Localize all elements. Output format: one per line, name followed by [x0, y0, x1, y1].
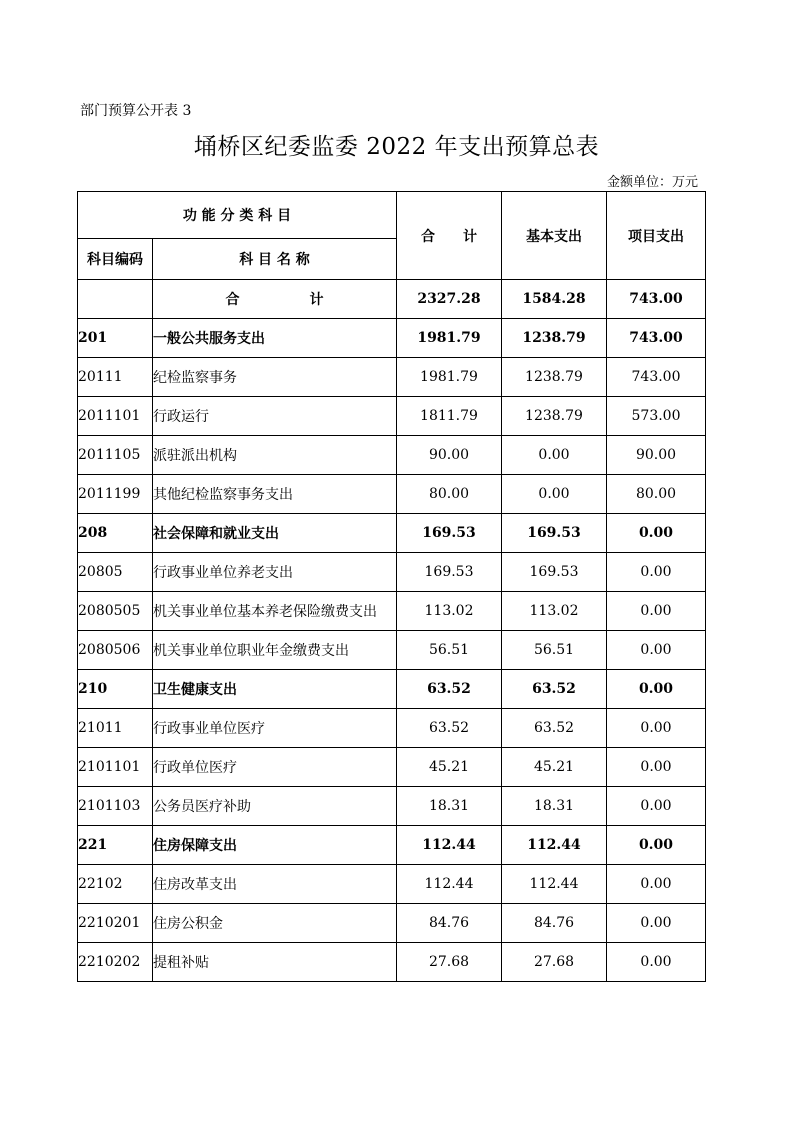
table-row [78, 475, 706, 514]
total-cell: 169.53 [397, 514, 502, 553]
total-cell: 45.21 [397, 748, 502, 787]
code-cell: 22102 [78, 865, 153, 904]
basic-cell: 1238.79 [502, 397, 607, 436]
table-row [78, 631, 706, 670]
budget-table [77, 191, 706, 982]
total-basic: 1584.28 [502, 280, 607, 319]
table-row [78, 826, 706, 865]
total-cell: 1981.79 [397, 319, 502, 358]
table-row [78, 670, 706, 709]
table-row [78, 865, 706, 904]
header-name: 科 目 名 称 [153, 239, 397, 280]
table-body [78, 280, 706, 982]
table-row [78, 514, 706, 553]
document-label: 部门预算公开表 3 [80, 103, 192, 119]
name-cell: 公务员医疗补助 [153, 787, 397, 826]
project-cell: 80.00 [607, 475, 706, 514]
table-row [78, 358, 706, 397]
name-cell: 卫生健康支出 [153, 670, 397, 709]
code-cell: 20805 [78, 553, 153, 592]
name-cell: 行政事业单位医疗 [153, 709, 397, 748]
name-cell: 住房改革支出 [153, 865, 397, 904]
basic-cell: 84.76 [502, 904, 607, 943]
code-cell: 2011199 [78, 475, 153, 514]
total-cell: 1981.79 [397, 358, 502, 397]
name-cell: 派驻派出机构 [153, 436, 397, 475]
total-amount: 2327.28 [397, 280, 502, 319]
header-total: 合 计 [397, 192, 502, 280]
code-cell: 210 [78, 670, 153, 709]
total-cell: 56.51 [397, 631, 502, 670]
header-function-class: 功 能 分 类 科 目 [78, 192, 397, 239]
table-row [78, 436, 706, 475]
basic-cell: 63.52 [502, 709, 607, 748]
code-cell: 2080506 [78, 631, 153, 670]
total-code-cell [78, 280, 153, 319]
basic-cell: 112.44 [502, 865, 607, 904]
name-cell: 行政事业单位养老支出 [153, 553, 397, 592]
total-cell: 80.00 [397, 475, 502, 514]
header-code: 科目编码 [78, 239, 153, 280]
basic-cell: 18.31 [502, 787, 607, 826]
table-row [78, 748, 706, 787]
code-cell: 21011 [78, 709, 153, 748]
name-cell: 行政单位医疗 [153, 748, 397, 787]
basic-cell: 27.68 [502, 943, 607, 982]
name-cell: 其他纪检监察事务支出 [153, 475, 397, 514]
code-cell: 2101103 [78, 787, 153, 826]
project-cell: 0.00 [607, 553, 706, 592]
project-cell: 0.00 [607, 787, 706, 826]
total-cell: 63.52 [397, 670, 502, 709]
code-cell: 2080505 [78, 592, 153, 631]
total-cell: 18.31 [397, 787, 502, 826]
project-cell: 0.00 [607, 904, 706, 943]
name-cell: 提租补贴 [153, 943, 397, 982]
table-row [78, 787, 706, 826]
table-row [78, 319, 706, 358]
name-cell: 一般公共服务支出 [153, 319, 397, 358]
total-label: 合 计 [153, 280, 397, 319]
code-cell: 2101101 [78, 748, 153, 787]
project-cell: 573.00 [607, 397, 706, 436]
project-cell: 0.00 [607, 748, 706, 787]
total-cell: 1811.79 [397, 397, 502, 436]
table-row [78, 592, 706, 631]
basic-cell: 1238.79 [502, 358, 607, 397]
code-cell: 208 [78, 514, 153, 553]
name-cell: 行政运行 [153, 397, 397, 436]
basic-cell: 0.00 [502, 475, 607, 514]
project-cell: 0.00 [607, 670, 706, 709]
basic-cell: 56.51 [502, 631, 607, 670]
amount-unit: 金额单位：万元 [606, 175, 698, 190]
name-cell: 机关事业单位职业年金缴费支出 [153, 631, 397, 670]
basic-cell: 113.02 [502, 592, 607, 631]
total-cell: 84.76 [397, 904, 502, 943]
table-row [78, 943, 706, 982]
basic-cell: 169.53 [502, 514, 607, 553]
code-cell: 2210202 [78, 943, 153, 982]
project-cell: 0.00 [607, 826, 706, 865]
name-cell: 社会保障和就业支出 [153, 514, 397, 553]
name-cell: 住房公积金 [153, 904, 397, 943]
total-cell: 90.00 [397, 436, 502, 475]
table-row [78, 553, 706, 592]
table-row [78, 397, 706, 436]
total-row [78, 280, 706, 319]
project-cell: 0.00 [607, 709, 706, 748]
header-project: 项目支出 [607, 192, 706, 280]
basic-cell: 112.44 [502, 826, 607, 865]
header-basic: 基本支出 [502, 192, 607, 280]
total-project: 743.00 [607, 280, 706, 319]
basic-cell: 0.00 [502, 436, 607, 475]
project-cell: 743.00 [607, 358, 706, 397]
code-cell: 2011105 [78, 436, 153, 475]
project-cell: 0.00 [607, 514, 706, 553]
project-cell: 743.00 [607, 319, 706, 358]
name-cell: 机关事业单位基本养老保险缴费支出 [153, 592, 397, 631]
basic-cell: 45.21 [502, 748, 607, 787]
basic-cell: 1238.79 [502, 319, 607, 358]
page-title: 埇桥区纪委监委 2022 年支出预算总表 [193, 134, 600, 160]
name-cell: 纪检监察事务 [153, 358, 397, 397]
project-cell: 0.00 [607, 865, 706, 904]
code-cell: 221 [78, 826, 153, 865]
code-cell: 20111 [78, 358, 153, 397]
total-cell: 112.44 [397, 826, 502, 865]
basic-cell: 169.53 [502, 553, 607, 592]
project-cell: 90.00 [607, 436, 706, 475]
project-cell: 0.00 [607, 592, 706, 631]
total-cell: 63.52 [397, 709, 502, 748]
project-cell: 0.00 [607, 943, 706, 982]
table-row [78, 709, 706, 748]
total-cell: 112.44 [397, 865, 502, 904]
project-cell: 0.00 [607, 631, 706, 670]
total-cell: 169.53 [397, 553, 502, 592]
code-cell: 201 [78, 319, 153, 358]
basic-cell: 63.52 [502, 670, 607, 709]
total-cell: 113.02 [397, 592, 502, 631]
code-cell: 2011101 [78, 397, 153, 436]
code-cell: 2210201 [78, 904, 153, 943]
table-row [78, 904, 706, 943]
name-cell: 住房保障支出 [153, 826, 397, 865]
total-cell: 27.68 [397, 943, 502, 982]
